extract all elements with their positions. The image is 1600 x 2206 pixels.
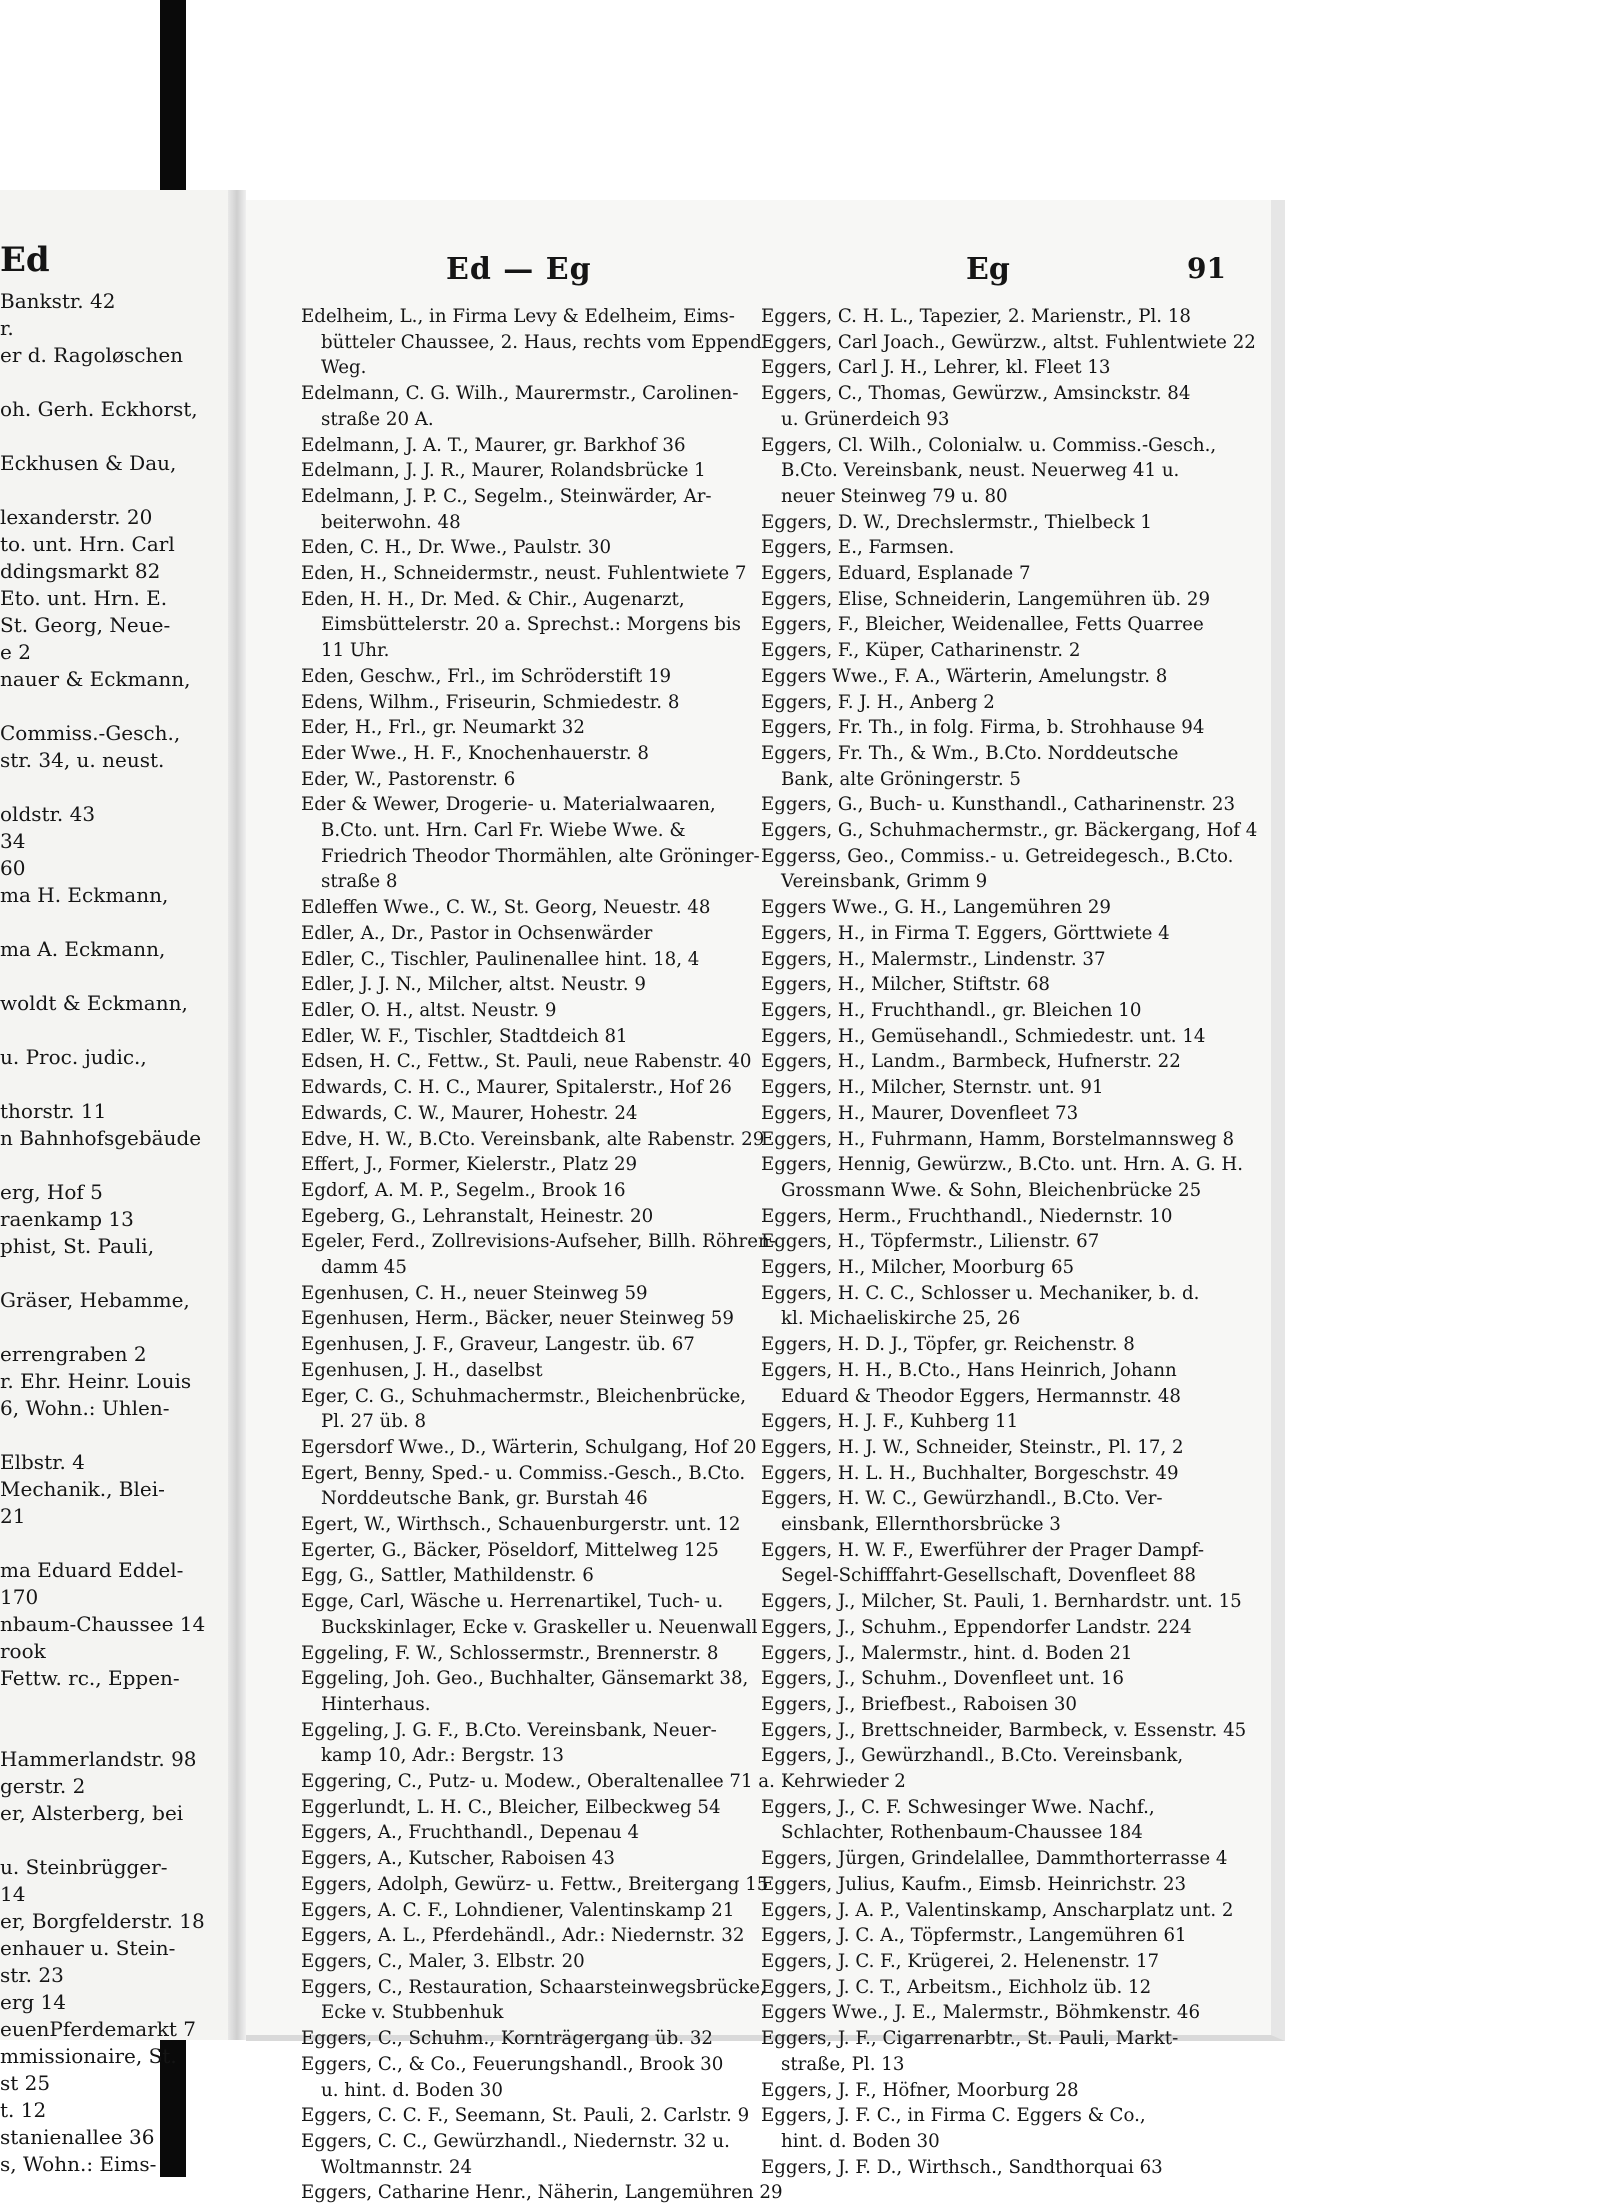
entry-continuation: hint. d. Boden 30 <box>781 2130 940 2152</box>
directory-entry: Eggers, H., Gemüsehandl., Schmiedestr. unt. 14 <box>761 1025 1206 1047</box>
entry-continuation: Eimsbüttelerstr. 20 a. Sprechst.: Morgens bis <box>321 614 741 636</box>
previous-page-line: nbaum-Chaussee 14 <box>0 1612 206 1636</box>
directory-entry: Eggers, J., Schuhm., Dovenfleet unt. 16 <box>761 1668 1124 1690</box>
entry-continuation: Hinterhaus. <box>321 1693 431 1715</box>
previous-page-line: str. 34, u. neust. <box>0 748 165 772</box>
header-range: Ed — Eg <box>446 252 592 287</box>
previous-page-line: ma Eduard Eddel- <box>0 1558 184 1582</box>
directory-entry: Eder, H., Frl., gr. Neumarkt 32 <box>301 717 585 739</box>
directory-entry: Eggers Wwe., F. A., Wärterin, Amelungstr. 8 <box>761 665 1168 687</box>
directory-entry: Eggers Wwe., J. E., Malermstr., Böhmkenstr. 46 <box>761 2002 1201 2024</box>
directory-entry: Eggers, H. L. H., Buchhalter, Borgeschstr. 49 <box>761 1462 1179 1484</box>
directory-entry: Eggers, A., Fruchthandl., Depenau 4 <box>301 1822 640 1844</box>
entry-continuation: 11 Uhr. <box>321 640 390 662</box>
previous-page-line: u. Proc. judic., <box>0 1045 147 1069</box>
directory-entry: Eggeling, F. W., Schlossermstr., Brennerstr. 8 <box>301 1642 719 1664</box>
entry-continuation: Segel-Schifffahrt-Gesellschaft, Dovenfleet 88 <box>781 1565 1197 1587</box>
directory-entry: Eggers, J., Gewürzhandl., B.Cto. Vereinsbank, <box>761 1745 1184 1767</box>
directory-entry: Eggers, A., Kutscher, Raboisen 43 <box>301 1848 615 1870</box>
directory-entry: Eggers, H. H., B.Cto., Hans Heinrich, Johann <box>761 1359 1177 1381</box>
directory-entry: Eggers, J., Brettschneider, Barmbeck, v. Essenstr. 45 <box>761 1719 1247 1741</box>
previous-page-line: ddingsmarkt 82 <box>0 559 161 583</box>
previous-page-line: n Bahnhofsgebäude <box>0 1126 202 1150</box>
directory-entry: Eggers, Fr. Th., & Wm., B.Cto. Norddeutsche <box>761 742 1179 764</box>
previous-page-line <box>0 1071 228 1098</box>
directory-entry: Eggers, H., Fuhrmann, Hamm, Borstelmannsweg 8 <box>761 1128 1235 1150</box>
previous-page-line: e 2 <box>0 640 31 664</box>
previous-page-line: enhauer u. Stein- <box>0 1936 176 1960</box>
previous-page-fragment <box>0 190 230 2176</box>
directory-entry: Egg, G., Sattler, Mathildenstr. 6 <box>301 1565 594 1587</box>
directory-entry: Egge, Carl, Wäsche u. Herrenartikel, Tuch- u. <box>301 1591 724 1613</box>
entry-continuation: bütteler Chaussee, 2. Haus, rechts vom Eppend. <box>321 331 768 353</box>
entry-continuation: Pl. 27 üb. 8 <box>321 1411 427 1433</box>
previous-page-line: rook <box>0 1639 46 1663</box>
previous-page-line: 34 <box>0 829 26 853</box>
previous-page-line <box>0 369 228 396</box>
previous-page-line <box>0 1530 228 1557</box>
directory-entry: Edler, W. F., Tischler, Stadtdeich 81 <box>301 1025 628 1047</box>
directory-entry: Eggers, H. W. F., Ewerführer der Prager Dampf- <box>761 1539 1205 1561</box>
previous-page-line <box>0 909 228 936</box>
directory-entry: Eggers, Herm., Fruchthandl., Niedernstr. 10 <box>761 1205 1173 1227</box>
directory-entry: Eggers, J., Briefbest., Raboisen 30 <box>761 1693 1077 1715</box>
previous-page-line: nauer & Eckmann, <box>0 667 191 691</box>
entry-continuation: straße 20 A. <box>321 408 434 430</box>
previous-page-line: Commiss.-Gesch., <box>0 721 181 745</box>
previous-page-line <box>0 1314 228 1341</box>
directory-entry: Eggers, C., Maler, 3. Elbstr. 20 <box>301 1951 585 1972</box>
directory-entry: Eggers, J., Milcher, St. Pauli, 1. Bernhardstr. unt. 15 <box>761 1591 1242 1613</box>
book-gutter <box>228 190 246 2040</box>
directory-entry: Eggers, C. C. F., Seemann, St. Pauli, 2. Carlstr. 9 <box>301 2105 750 2127</box>
directory-entry: Eggers, H., Milcher, Moorburg 65 <box>761 1257 1075 1279</box>
previous-page-line: oh. Gerh. Eckhorst, <box>0 397 198 421</box>
previous-page-line: Gräser, Hebamme, <box>0 1288 190 1312</box>
directory-entry: Eggers Wwe., G. H., Langemühren 29 <box>761 897 1111 919</box>
directory-entry: Edler, O. H., altst. Neustr. 9 <box>301 999 557 1021</box>
entry-continuation: straße 8 <box>321 871 398 893</box>
directory-entry: Eggers, F. J. H., Anberg 2 <box>761 691 995 713</box>
directory-entry: Edsen, H. C., Fettw., St. Pauli, neue Rabenstr. 40 <box>301 1051 752 1073</box>
directory-entry: Eggers, J., Malermstr., hint. d. Boden 21 <box>761 1642 1133 1664</box>
directory-entry: Egeberg, G., Lehranstalt, Heinestr. 20 <box>301 1205 654 1227</box>
directory-entry: Eder Wwe., H. F., Knochenhauerstr. 8 <box>301 742 649 764</box>
previous-page-line: errengraben 2 <box>0 1342 147 1366</box>
directory-entry: Eggers, H., Malermstr., Lindenstr. 37 <box>761 948 1106 970</box>
directory-entry: Edve, H. W., B.Cto. Vereinsbank, alte Rabenstr. 29 <box>301 1128 765 1150</box>
previous-page-line: er, Borgfelderstr. 18 <box>0 1909 205 1933</box>
directory-entry: Edler, A., Dr., Pastor in Ochsenwärder <box>301 922 653 944</box>
directory-entry: Eggers, H. C. C., Schlosser u. Mechaniker, b. d. <box>761 1282 1200 1304</box>
previous-page-line: Eckhusen & Dau, <box>0 451 177 475</box>
directory-entry: Eggers, D. W., Drechslermstr., Thielbeck 1 <box>761 511 1152 533</box>
directory-entry: Eggers, Eduard, Esplanade 7 <box>761 563 1031 585</box>
entry-continuation: Friedrich Theodor Thormählen, alte Gröninger- <box>321 845 760 867</box>
previous-page-lines <box>0 288 228 2178</box>
directory-entry: Eden, H. H., Dr. Med. & Chir., Augenarzt, <box>301 588 685 610</box>
previous-page-line: phist, St. Pauli, <box>0 1234 155 1258</box>
directory-entry: Eggers, H., Milcher, Stiftstr. 68 <box>761 974 1050 996</box>
directory-entry: Eggers, J. F., Höfner, Moorburg 28 <box>761 2079 1079 2101</box>
directory-entry: Egert, Benny, Sped.- u. Commiss.-Gesch., B.Cto. <box>301 1462 746 1484</box>
previous-page-line: thorstr. 11 <box>0 1099 107 1123</box>
directory-entry: Eggers, C., Thomas, Gewürzw., Amsinckstr. 84 <box>761 383 1191 405</box>
right-column <box>761 304 1258 2180</box>
directory-entry: Eggers, Carl Joach., Gewürzw., altst. Fuhlentwiete 22 <box>761 331 1256 353</box>
previous-page-line <box>0 1260 228 1287</box>
entry-continuation: Schlachter, Rothenbaum-Chaussee 184 <box>781 1822 1143 1844</box>
previous-page-line: lexanderstr. 20 <box>0 505 153 529</box>
directory-entry: Eggers, J., Schuhm., Eppendorfer Landstr. 224 <box>761 1616 1192 1638</box>
previous-page-line <box>0 423 228 450</box>
previous-page-line: 6, Wohn.: Uhlen- <box>0 1396 170 1420</box>
left-column <box>301 304 783 2206</box>
previous-page-heading: Ed <box>0 240 50 280</box>
running-header <box>246 252 1271 296</box>
entry-continuation: einsbank, Ellernthorsbrücke 3 <box>781 1514 1061 1536</box>
previous-page-line: s, Wohn.: Eims- <box>0 2152 157 2176</box>
directory-entry: Egeler, Ferd., Zollrevisions-Aufseher, Billh. Röhren- <box>301 1231 776 1253</box>
directory-entry: Eder, W., Pastorenstr. 6 <box>301 768 516 790</box>
entry-continuation: u. hint. d. Boden 30 <box>321 2079 503 2101</box>
page-number: 91 <box>1187 252 1226 285</box>
previous-page-line: Elbstr. 4 <box>0 1450 85 1474</box>
directory-entry: Eggers, Cl. Wilh., Colonialw. u. Commiss.-Gesch., <box>761 434 1217 456</box>
previous-page-line: St. Georg, Neue- <box>0 613 171 637</box>
entry-continuation: Ecke v. Stubbenhuk <box>321 2002 504 2024</box>
entry-continuation: Woltmannstr. 24 <box>321 2156 473 2178</box>
directory-entry: Eggers, Jürgen, Grindelallee, Dammthorterrasse 4 <box>761 1848 1228 1870</box>
directory-entry: Egersdorf Wwe., D., Wärterin, Schulgang, Hof 20 <box>301 1436 757 1458</box>
previous-page-line: to. unt. Hrn. Carl <box>0 532 175 556</box>
previous-page-line: Eto. unt. Hrn. E. <box>0 586 168 610</box>
previous-page-line: 60 <box>0 856 26 880</box>
directory-entry: Eden, Geschw., Frl., im Schröderstift 19 <box>301 665 672 687</box>
directory-entry: Eggeling, J. G. F., B.Cto. Vereinsbank, Neuer- <box>301 1719 717 1741</box>
directory-entry: Eggers, J., C. F. Schwesinger Wwe. Nachf., <box>761 1796 1155 1818</box>
previous-page-line: str. 23 <box>0 1963 64 1987</box>
directory-entry: Edleffen Wwe., C. W., St. Georg, Neuestr. 48 <box>301 897 711 919</box>
directory-entry: Eggers, J. F. C., in Firma C. Eggers & Co., <box>761 2105 1146 2127</box>
previous-page-line <box>0 693 228 720</box>
entry-continuation: B.Cto. unt. Hrn. Carl Fr. Wiebe Wwe. & <box>321 820 686 842</box>
directory-entry: Eggers, H. D. J., Töpfer, gr. Reichenstr. 8 <box>761 1334 1135 1356</box>
directory-entry: Egenhusen, Herm., Bäcker, neuer Steinweg 59 <box>301 1308 734 1330</box>
previous-page-line: er, Alsterberg, bei <box>0 1801 184 1825</box>
directory-entry: Edwards, C. H. C., Maurer, Spitalerstr., Hof 26 <box>301 1077 732 1099</box>
previous-page-line <box>0 774 228 801</box>
directory-entry: Eggers, C., & Co., Feuerungshandl., Brook 30 <box>301 2053 724 2075</box>
previous-page-line: stanienallee 36 <box>0 2125 155 2149</box>
directory-entry: Egerter, G., Bäcker, Pöseldorf, Mittelweg 125 <box>301 1539 719 1561</box>
entry-continuation: Norddeutsche Bank, gr. Burstah 46 <box>321 1488 648 1510</box>
directory-entry: Egenhusen, J. H., daselbst <box>301 1359 543 1381</box>
previous-page-line: t. 12 <box>0 2098 47 2122</box>
directory-entry: Eggers, J. F., Cigarrenarbtr., St. Pauli, Markt- <box>761 2028 1179 2050</box>
directory-entry: Eggers, C. C., Gewürzhandl., Niedernstr. 32 u. <box>301 2130 730 2152</box>
directory-entry: Egenhusen, J. F., Graveur, Langestr. üb. 67 <box>301 1334 695 1356</box>
directory-page <box>246 200 1285 2204</box>
directory-entry: Eggers, G., Buch- u. Kunsthandl., Catharinenstr. 23 <box>761 794 1236 816</box>
directory-entry: Eggers, Elise, Schneiderin, Langemühren üb. 29 <box>761 588 1211 610</box>
directory-entry: Eggers, H. J. W., Schneider, Steinstr., Pl. 17, 2 <box>761 1436 1184 1458</box>
previous-page-line: euenPferdemarkt 7 <box>0 2017 197 2041</box>
previous-page-line <box>0 1152 228 1179</box>
entry-continuation: Buckskinlager, Ecke v. Graskeller u. Neuenwall <box>321 1616 758 1638</box>
previous-page-line: erg, Hof 5 <box>0 1180 103 1204</box>
entry-continuation: Kehrwieder 2 <box>781 1771 906 1793</box>
previous-page-line: erg 14 <box>0 1990 67 2014</box>
directory-entry: Eggers, A. C. F., Lohndiener, Valentinskamp 21 <box>301 1899 735 1921</box>
directory-entry: Eggers, H., Fruchthandl., gr. Bleichen 10 <box>761 999 1142 1021</box>
directory-entry: Effert, J., Former, Kielerstr., Platz 29 <box>301 1154 638 1176</box>
directory-entry: Edelmann, C. G. Wilh., Maurermstr., Carolinen- <box>301 383 739 405</box>
previous-page-line: er d. Ragoløschen <box>0 343 184 367</box>
directory-entry: Edens, Wilhm., Friseurin, Schmiedestr. 8 <box>301 691 680 713</box>
previous-page-line: u. Steinbrügger- <box>0 1855 168 1879</box>
directory-entry: Eggers, Catharine Henr., Näherin, Langemühren 29 <box>301 2182 783 2204</box>
entry-continuation: B.Cto. Vereinsbank, neust. Neuerweg 41 u. <box>781 460 1180 482</box>
previous-page-line <box>0 1692 228 1719</box>
directory-entry: Eggers, H., Töpfermstr., Lilienstr. 67 <box>761 1231 1100 1253</box>
directory-entry: Eden, H., Schneidermstr., neust. Fuhlentwiete 7 <box>301 563 747 585</box>
previous-page-line <box>0 1827 228 1854</box>
entry-continuation: u. Grünerdeich 93 <box>781 408 950 430</box>
previous-page-line: Fettw. rc., Eppen- <box>0 1666 180 1690</box>
directory-entry: Eggers, C., Schuhm., Kornträgergang üb. 32 <box>301 2028 713 2050</box>
previous-page-line <box>0 963 228 990</box>
previous-page-line: 170 <box>0 1585 39 1609</box>
directory-entry: Edler, J. J. N., Milcher, altst. Neustr. 9 <box>301 974 646 996</box>
previous-page-line: ma H. Eckmann, <box>0 883 169 907</box>
entry-continuation: neuer Steinweg 79 u. 80 <box>781 485 1008 507</box>
directory-entry: Edwards, C. W., Maurer, Hohestr. 24 <box>301 1102 638 1124</box>
previous-page-line: mmissionaire, St. <box>0 2044 177 2068</box>
header-letter: Eg <box>966 252 1010 287</box>
entry-continuation: Bank, alte Gröningerstr. 5 <box>781 768 1022 790</box>
previous-page-line: Bankstr. 42 <box>0 289 116 313</box>
entry-continuation: Vereinsbank, Grimm 9 <box>781 871 988 893</box>
entry-continuation: damm 45 <box>321 1257 407 1279</box>
directory-entry: Eggers, F., Bleicher, Weidenallee, Fetts Quarree <box>761 614 1204 636</box>
directory-entry: Eden, C. H., Dr. Wwe., Paulstr. 30 <box>301 537 612 559</box>
directory-entry: Eggerss, Geo., Commiss.- u. Getreidegesch., B.Cto. <box>761 845 1234 867</box>
directory-entry: Eggers, J. C. A., Töpfermstr., Langemühren 61 <box>761 1925 1187 1947</box>
directory-entry: Eggers, G., Schuhmachermstr., gr. Bäckergang, Hof 4 <box>761 820 1258 842</box>
directory-entry: Eder & Wewer, Drogerie- u. Materialwaaren, <box>301 794 716 816</box>
previous-page-line <box>0 1422 228 1449</box>
previous-page-line: r. Ehr. Heinr. Louis <box>0 1369 192 1393</box>
directory-entry: Eggers, J. F. D., Wirthsch., Sandthorquai 63 <box>761 2156 1163 2178</box>
directory-entry: Eggeling, Joh. Geo., Buchhalter, Gänsemarkt 38, <box>301 1668 749 1690</box>
directory-entry: Eggers, J. A. P., Valentinskamp, Anscharplatz unt. 2 <box>761 1899 1234 1921</box>
entry-continuation: kl. Michaeliskirche 25, 26 <box>781 1308 1021 1330</box>
previous-page-line: r. <box>0 316 14 340</box>
previous-page-line: gerstr. 2 <box>0 1774 86 1798</box>
directory-entry: Egdorf, A. M. P., Segelm., Brook 16 <box>301 1179 626 1201</box>
directory-entry: Eger, C. G., Schuhmachermstr., Bleichenbrücke, <box>301 1385 747 1407</box>
previous-page-line: raenkamp 13 <box>0 1207 134 1231</box>
directory-entry: Eggers, J. C. T., Arbeitsm., Eichholz üb. 12 <box>761 1976 1152 1998</box>
entry-continuation: Grossmann Wwe. & Sohn, Bleichenbrücke 25 <box>781 1179 1202 1201</box>
directory-entry: Eggers, J. C. F., Krügerei, 2. Helenenstr. 17 <box>761 1951 1160 1972</box>
directory-entry: Egert, W., Wirthsch., Schauenburgerstr. unt. 12 <box>301 1514 741 1536</box>
previous-page-line <box>0 1719 228 1746</box>
directory-entry: Edelmann, J. A. T., Maurer, gr. Barkhof 36 <box>301 434 686 456</box>
entry-continuation: Weg. <box>321 357 367 379</box>
directory-entry: Eggers, H. W. C., Gewürzhandl., B.Cto. Ver- <box>761 1488 1163 1510</box>
directory-entry: Eggers, H., Landm., Barmbeck, Hufnerstr. 22 <box>761 1051 1181 1073</box>
entry-continuation: beiterwohn. 48 <box>321 511 461 533</box>
directory-entry: Eggering, C., Putz- u. Modew., Oberaltenallee 71 a. <box>301 1771 775 1793</box>
entry-continuation: straße, Pl. 13 <box>781 2053 905 2075</box>
directory-entry: Edler, C., Tischler, Paulinenallee hint. 18, 4 <box>301 948 700 970</box>
previous-page-line: st 25 <box>0 2071 51 2095</box>
previous-page-line: Mechanik., Blei- <box>0 1477 165 1501</box>
directory-entry: Eggers, Fr. Th., in folg. Firma, b. Strohhause 94 <box>761 717 1205 739</box>
directory-entry: Eggers, H., Milcher, Sternstr. unt. 91 <box>761 1077 1104 1099</box>
directory-entry: Eggers, Adolph, Gewürz- u. Fettw., Breitergang 15 <box>301 1873 769 1895</box>
directory-entry: Eggers, E., Farmsen. <box>761 537 955 559</box>
directory-entry: Egenhusen, C. H., neuer Steinweg 59 <box>301 1282 648 1304</box>
previous-page-line: Hammerlandstr. 98 <box>0 1747 197 1771</box>
directory-entry: Edelmann, J. P. C., Segelm., Steinwärder, Ar- <box>301 485 712 507</box>
directory-entry: Eggers, C. H. L., Tapezier, 2. Marienstr., Pl. 18 <box>761 306 1192 327</box>
directory-entry: Eggers, F., Küper, Catharinenstr. 2 <box>761 640 1081 662</box>
directory-entry: Eggers, A. L., Pferdehändl., Adr.: Niedernstr. 32 <box>301 1925 745 1947</box>
directory-entry: Eggerlundt, L. H. C., Bleicher, Eilbeckweg 54 <box>301 1796 721 1818</box>
directory-entry: Eggers, Carl J. H., Lehrer, kl. Fleet 13 <box>761 357 1111 379</box>
entry-continuation: kamp 10, Adr.: Bergstr. 13 <box>321 1745 564 1767</box>
previous-page-line: 14 <box>0 1882 26 1906</box>
previous-page-line: woldt & Eckmann, <box>0 991 188 1015</box>
previous-page-line: ma A. Eckmann, <box>0 937 166 961</box>
directory-entry: Eggers, H., in Firma T. Eggers, Görttwiete 4 <box>761 922 1170 944</box>
directory-entry: Eggers, Julius, Kaufm., Eimsb. Heinrichstr. 23 <box>761 1873 1187 1895</box>
entry-continuation: Eduard & Theodor Eggers, Hermannstr. 48 <box>781 1385 1181 1407</box>
previous-page-line: oldstr. 43 <box>0 802 96 826</box>
directory-entry: Eggers, Hennig, Gewürzw., B.Cto. unt. Hrn. A. G. H. <box>761 1154 1244 1176</box>
directory-entry: Eggers, C., Restauration, Schaarsteinwegsbrücke, <box>301 1976 766 1998</box>
directory-entry: Eggers, H. J. F., Kuhberg 11 <box>761 1411 1019 1433</box>
directory-entry: Eggers, H., Maurer, Dovenfleet 73 <box>761 1102 1079 1124</box>
previous-page-line <box>0 477 228 504</box>
previous-page-line <box>0 1017 228 1044</box>
directory-entry: Edelmann, J. J. R., Maurer, Rolandsbrücke 1 <box>301 460 706 482</box>
directory-entry: Edelheim, L., in Firma Levy & Edelheim, Eims- <box>301 306 735 327</box>
previous-page-line: 21 <box>0 1504 26 1528</box>
